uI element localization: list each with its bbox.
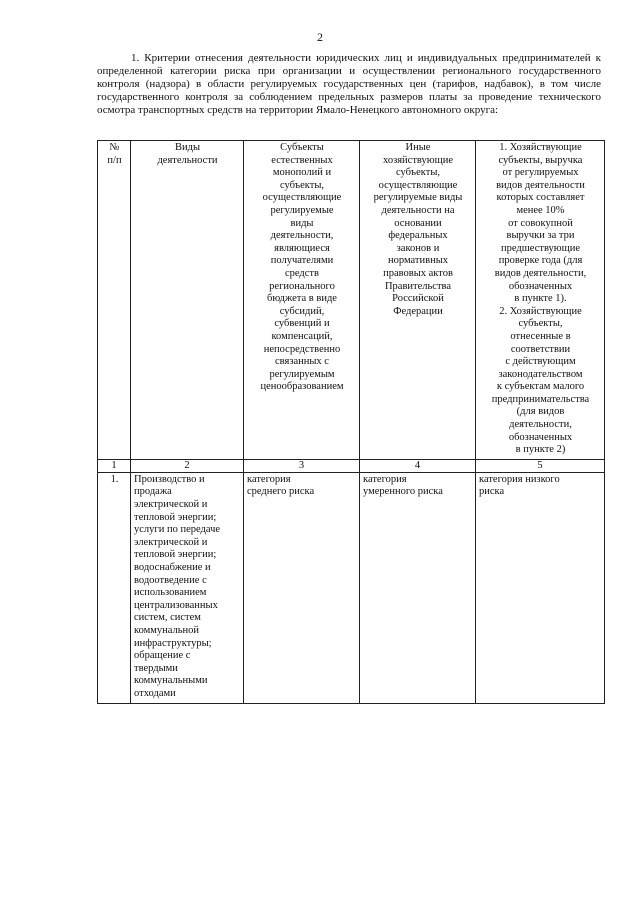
row-activity: Производство и продажа электрической и тепловой энергии; услуги по передаче электрической и тепловой энергии; водоснабжение и водоотведение с использованием централизованных систем, систем коммунальной инфраструктуры; обращение с твердыми коммунальными отходами [131, 472, 244, 703]
column-number: 4 [360, 459, 476, 472]
row-risk-medium: категория среднего риска [244, 472, 360, 703]
header-natural-monopolies: Субъекты естественных монополий и субъекты, осуществляющие регулируемые виды деятельности, являющиеся получателями средств регионального бюджета в виде субсидий, субвенций и компенсаций, непосредственно связанных с регулируемым ценообразованием [244, 141, 360, 460]
column-number-row [98, 459, 605, 472]
header-other-entities: Иные хозяйствующие субъекты, осуществляющие регулируемые виды деятельности на основании федеральных законов и нормативных правовых актов Правительства Российской Федерации [360, 141, 476, 460]
row-risk-moderate: категория умеренного риска [360, 472, 476, 703]
header-activity-types: Виды деятельности [131, 141, 244, 460]
row-risk-low: категория низкого риска [476, 472, 605, 703]
table-row [98, 472, 605, 703]
column-number: 1 [98, 459, 131, 472]
row-index: 1. [98, 472, 131, 703]
page-number: 2 [317, 30, 323, 44]
header-number: № п/п [98, 141, 131, 460]
risk-criteria-table [97, 140, 605, 704]
column-number: 2 [131, 459, 244, 472]
column-number: 3 [244, 459, 360, 472]
column-number: 5 [476, 459, 605, 472]
intro-paragraph: 1. Критерии отнесения деятельности юридических лиц и индивидуальных предпринимателей к определенной категории риска при организации и осуществлении регионального государственного контроля (надзора) в области регулируемых государственных цен (тарифов, надбавок), в том числе государственного контроля за соблюдением предельных размеров платы за проведение технического осмотра транспортных средств на территории Ямало-Ненецкого автономного округа: [97, 52, 601, 116]
header-small-business: 1. Хозяйствующие субъекты, выручка от регулируемых видов деятельности которых составляет менее 10% от совокупной выручки за три предшествующие проверке года (для видов деятельности, обозначенных в пункте 1). 2. Хозяйствующие субъекты, отнесенные в соответствии с действующим законодательством к субъектам малого предпринимательства (для видов деятельности, обозначенных в пункте 2) [476, 141, 605, 460]
table-header-row [98, 141, 605, 460]
